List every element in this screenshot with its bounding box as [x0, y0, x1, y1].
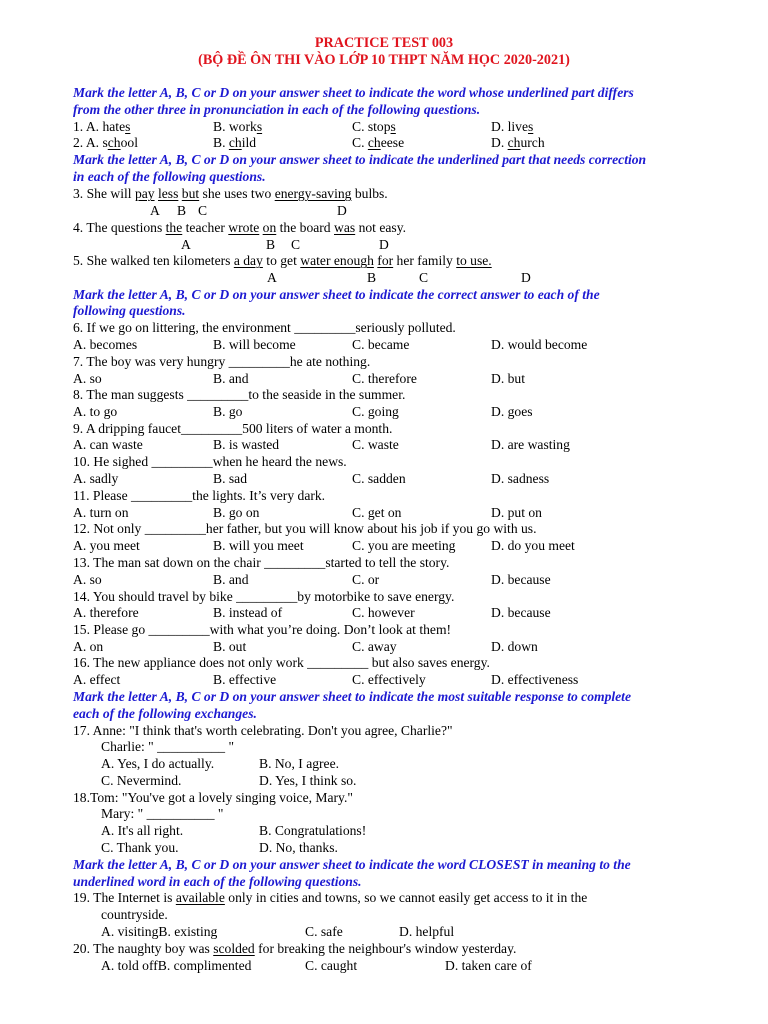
- question-16: 16. The new appliance does not only work _________ but also saves energy.: [73, 655, 490, 670]
- instruction-1-line-1: Mark the letter A, B, C or D on your answer sheet to indicate the word whose underlined part differs: [73, 85, 634, 100]
- instruction-1-line-2: from the other three in pronunciation in each of the following questions.: [73, 102, 481, 117]
- q1-option-b: B. work: [213, 119, 257, 134]
- question-20: 20. The naughty boy was scolded for breaking the neighbour's window yesterday.: [73, 941, 517, 956]
- question-18: 18.Tom: "You've got a lovely singing voice, Mary.": [73, 790, 353, 805]
- q1-option-c: C. stop: [352, 119, 391, 134]
- q2-option-d: D.: [491, 135, 508, 150]
- instruction-5-line-1: Mark the letter A, B, C or D on your answer sheet to indicate the word CLOSEST in meaning to the: [73, 857, 631, 872]
- question-14: 14. You should travel by bike _________by motorbike to save energy.: [73, 589, 455, 604]
- question-17: 17. Anne: "I think that's worth celebrating. Don't you agree, Charlie?": [73, 723, 453, 738]
- q2-option-a: 2. A. s: [73, 135, 108, 150]
- question-15: 15. Please go _________with what you’re doing. Don’t look at them!: [73, 622, 452, 637]
- exam-page: PRACTICE TEST 003 (BỘ ĐỀ ÔN THI VÀO LỚP 10 THPT NĂM HỌC 2020-2021) Mark the letter A, B, C or D on your answer sheet to indicate the word whose underlined part differs from the other three in pronunciation in each of the following questions. 1. A. hates B. works C. stops D. lives 2. A. school B. child C. cheese D. church Mark the letter A, B, C or D on your answer sheet to indicate the underlined part that needs correction in each of the following questions. 3. She will pay less but she uses two energy-saving bulbs. A B C D 4. The questions the teacher wrote on the board was not easy. A B C D 5. She walked ten kilometers a day to get water enough for her family to use. A B C D Mark the letter A, B, C or D on your answer sheet to indicate the correct answer to each of the following questions. 6. If we go on littering, the environment _________seriously polluted. A. becomes B. will become C. became D. would become 7. The boy was very hungry _________he ate nothing. A. so B. and C. therefore D. but 8. The man suggests _________to the seaside in the summer. A. to go B. go C. going D. goes 9. A dripping faucet_________500 liters of water a month. A. can waste B. is wasted C. waste D. are wasting 10. He sighed _________when he heard the news. A. sadly B. sad C. sadden D. sadness 11. Please _________the lights. It’s very dark. A. turn on B. go on C. get on D. put on 12. Not only _________her father, but you will know about his job if you go with us. A. you meet B. will you meet C. you are meeting D. do you meet 13. The man sat down on the chair _________started to tell the story. A. so B. and C. or D. because 14. You should travel by bike _________by motorbike to save energy. A. therefore B. instead of C. however D. because 15. Please go _________with what you’re doing. Don’t look at them! A. on B. out C. away D. down 16. The new appliance does not only work _________ but also saves energy. A. effect B. effective C. effectively D. effectiveness Mark the letter A, B, C or D on your answer sheet to indicate the most suitable response to complete each of the following exchanges. 17. Anne: "I think that's worth celebrating. Don't you agree, Charlie?" Charlie: " __________ " A. Yes, I do actually. B. No, I agree. C. Nevermind. D. Yes, I think so. 18.Tom: "You've got a lovely singing voice, Mary." Mary: " __________ " A. It's all right. B. Congratulations! C. Thank you. D. No, thanks. Mark the letter A, B, C or D on your answer sheet to indicate the word CLOSEST in meaning to the underlined word in each of the following questions. 19. The Internet is available only in cities and towns, so we cannot easily get access to it in the countryside. A. visitingB. existing C. safe D. helpful 20. The naughty boy was scolded for breaking the neighbour's window yesterday. A. told offB. complimented C. caught D. taken care of: [0, 0, 768, 1024]
- question-4: 4. The questions the teacher wrote on the board was not easy.: [73, 220, 407, 235]
- instruction-2-line-2: in each of the following questions.: [73, 169, 266, 184]
- instruction-4-line-1: Mark the letter A, B, C or D on your answer sheet to indicate the most suitable response to complete: [73, 689, 631, 704]
- q1-option-d: D. live: [491, 119, 528, 134]
- instruction-2-line-1: Mark the letter A, B, C or D on your answer sheet to indicate the underlined part that needs correction: [73, 152, 647, 167]
- instruction-5-line-2: underlined word in each of the following questions.: [73, 874, 362, 889]
- question-5: 5. She walked ten kilometers a day to get water enough for her family to use.: [73, 253, 492, 268]
- instruction-3-line-2: following questions.: [73, 303, 186, 318]
- page-title: PRACTICE TEST 003: [314, 35, 454, 51]
- question-12: 12. Not only _________her father, but you will know about his job if you go with us.: [73, 521, 537, 536]
- question-11: 11. Please _________the lights. It’s very dark.: [73, 488, 326, 503]
- question-13: 13. The man sat down on the chair _________started to tell the story.: [73, 555, 450, 570]
- instruction-3-line-1: Mark the letter A, B, C or D on your answer sheet to indicate the correct answer to each of the: [73, 287, 600, 302]
- question-7: 7. The boy was very hungry _________he ate nothing.: [73, 354, 371, 369]
- instruction-4-line-2: each of the following exchanges.: [73, 706, 257, 721]
- question-8: 8. The man suggests _________to the seaside in the summer.: [73, 387, 406, 402]
- question-6: 6. If we go on littering, the environment _________seriously polluted.: [73, 320, 456, 335]
- question-3: 3. She will pay less but she uses two energy-saving bulbs.: [73, 186, 388, 201]
- q2-option-c: C.: [352, 135, 368, 150]
- q2-option-b: B.: [213, 135, 229, 150]
- question-9: 9. A dripping faucet_________500 liters of water a month.: [73, 421, 393, 436]
- q1-option-a: 1. A. hate: [73, 119, 126, 134]
- question-10: 10. He sighed _________when he heard the news.: [73, 454, 347, 469]
- page-subtitle: (BỘ ĐỀ ÔN THI VÀO LỚP 10 THPT NĂM HỌC 2020-2021): [198, 52, 570, 68]
- question-19: 19. The Internet is available only in cities and towns, so we cannot easily get access to it in the: [73, 890, 588, 905]
